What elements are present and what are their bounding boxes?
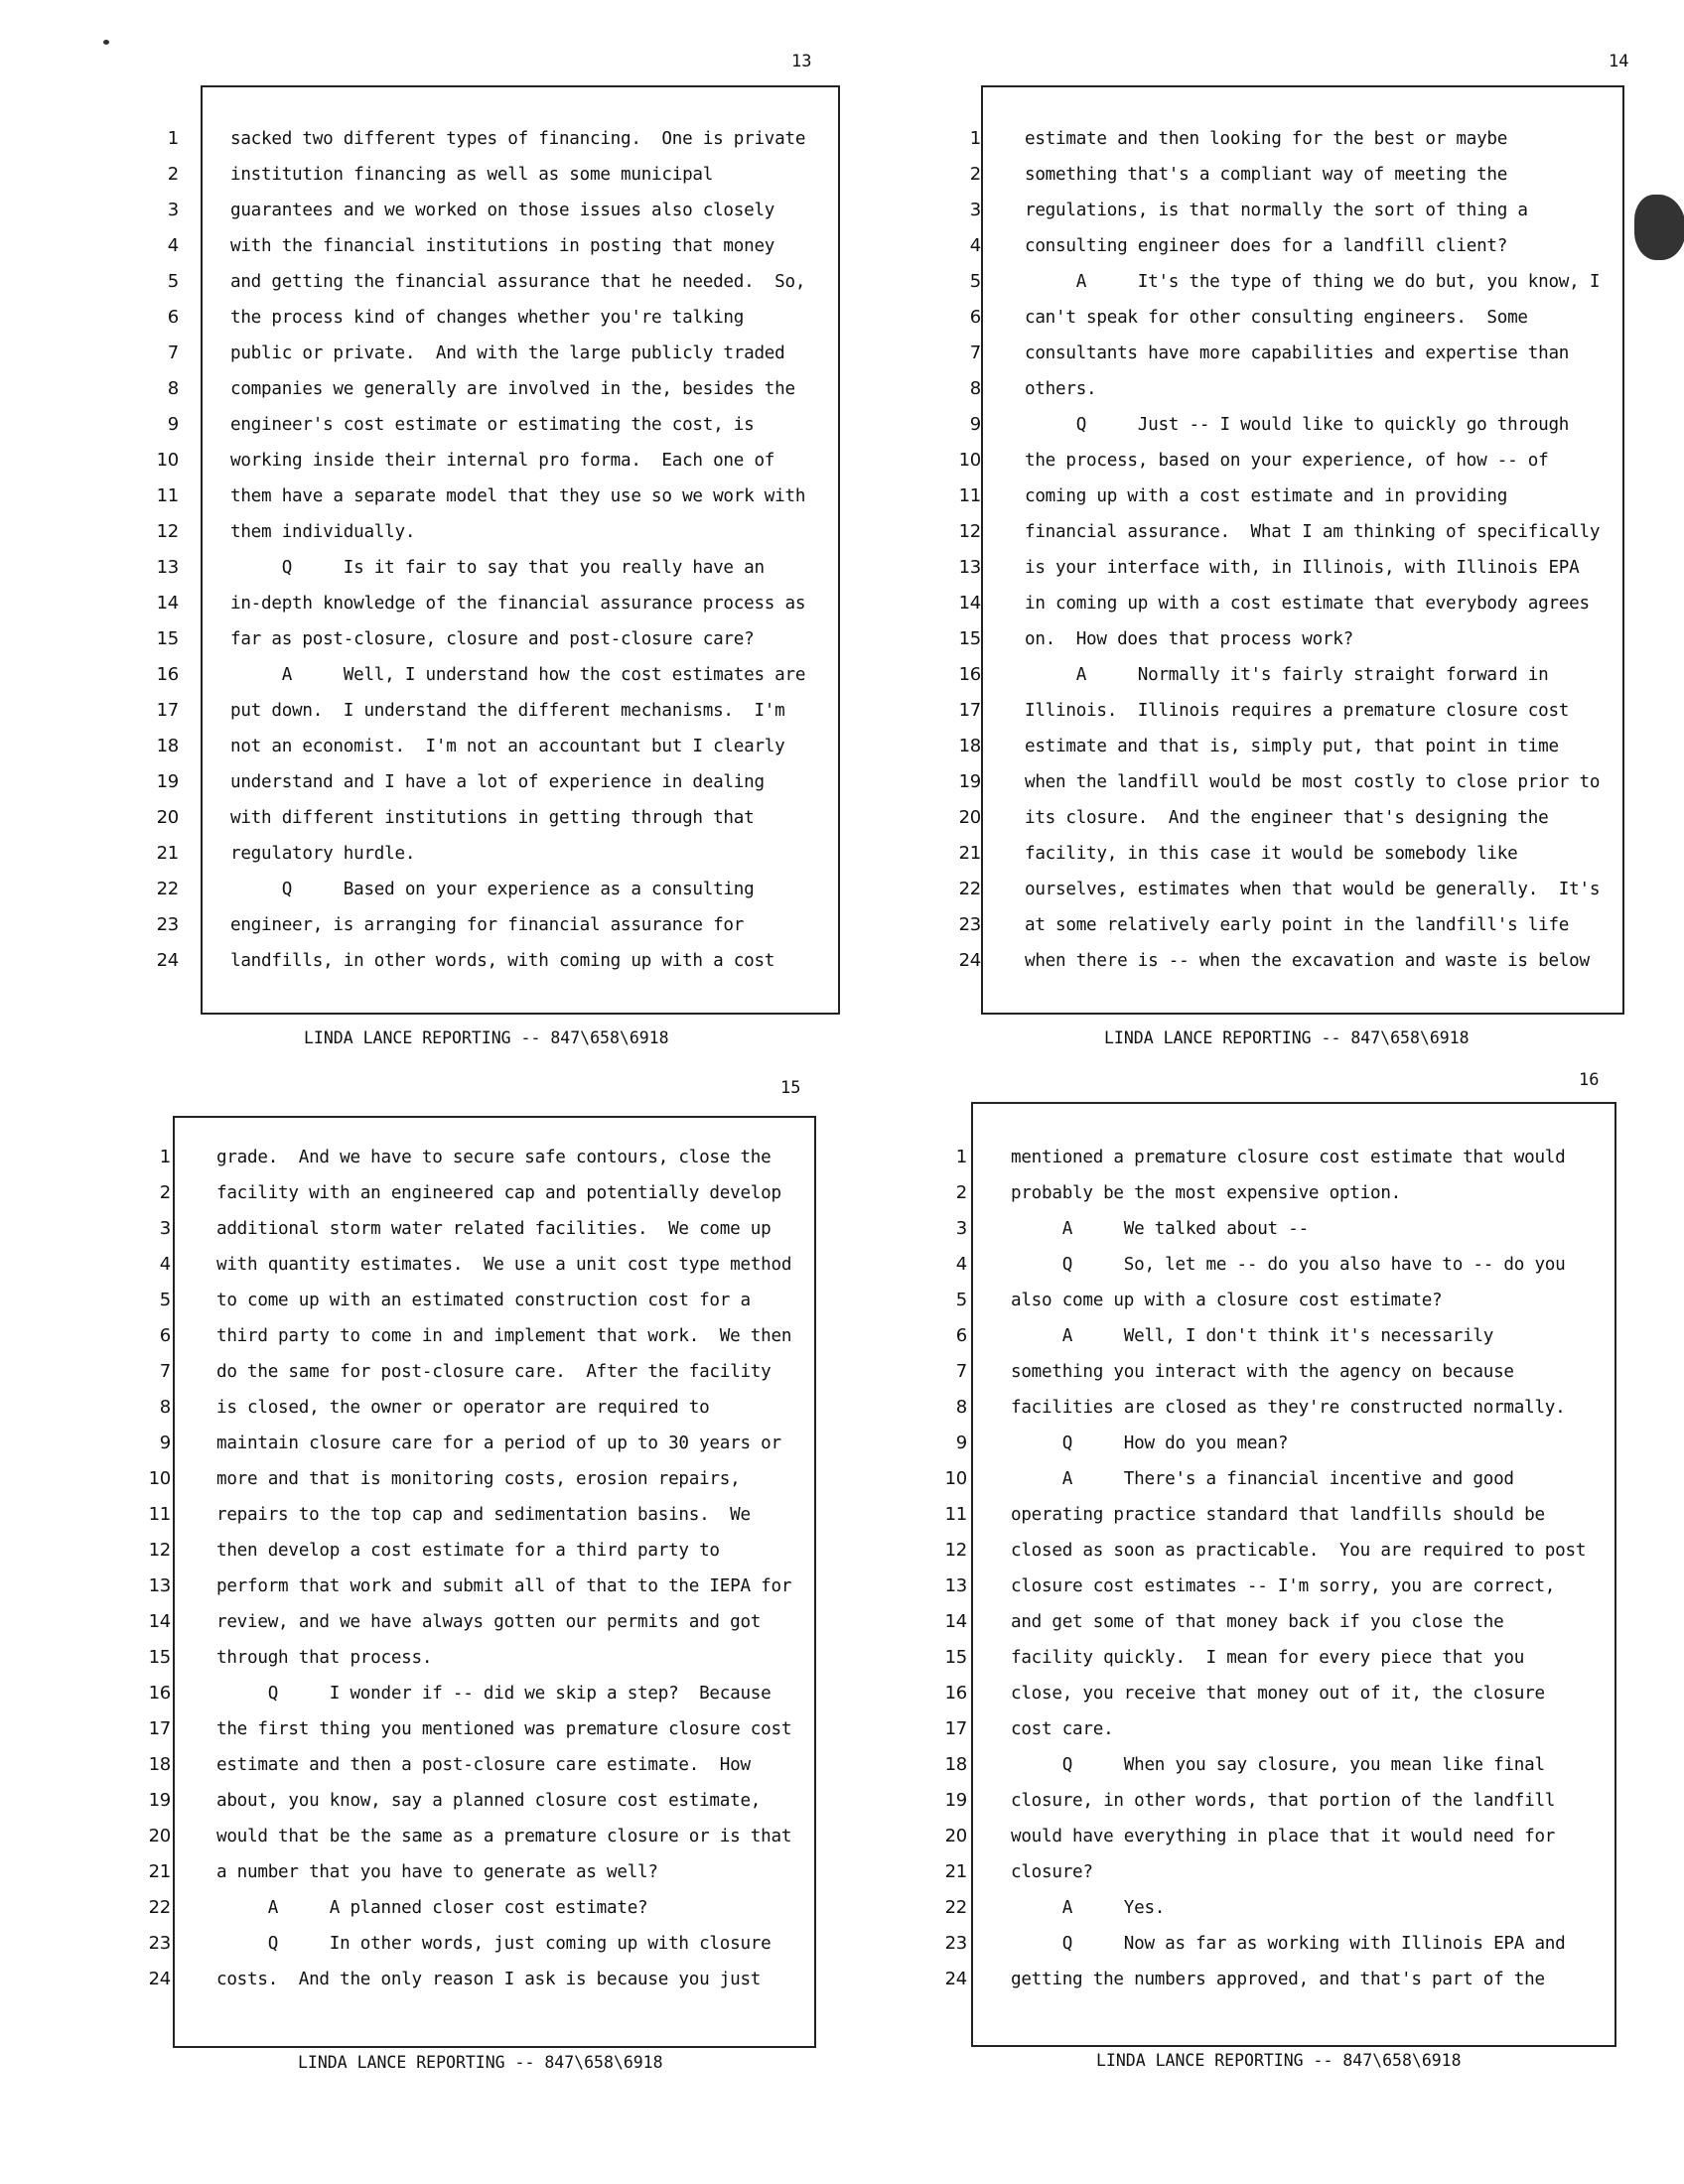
line-number: 16 xyxy=(958,664,981,685)
line-number: 10 xyxy=(156,450,179,471)
page-number: 13 xyxy=(791,52,812,71)
line-text: far as post-closure, closure and post-closure care? xyxy=(230,629,755,649)
line-text: operating practice standard that landfills should be xyxy=(1011,1505,1545,1525)
line-text: to come up with an estimated construction cost for a xyxy=(216,1291,751,1310)
line-number: 1 xyxy=(955,1147,967,1167)
line-text: Illinois. Illinois requires a premature closure cost xyxy=(1025,701,1570,721)
line-number: 7 xyxy=(955,1361,967,1382)
line-number: 22 xyxy=(156,879,179,899)
line-number: 5 xyxy=(955,1290,967,1310)
line-number: 21 xyxy=(944,1861,967,1882)
line-number: 6 xyxy=(159,1325,171,1346)
line-text: is closed, the owner or operator are required to xyxy=(216,1398,710,1418)
line-text: regulatory hurdle. xyxy=(230,844,416,864)
line-number: 11 xyxy=(958,485,981,506)
line-number: 11 xyxy=(156,485,179,506)
line-text: Q When you say closure, you mean like final xyxy=(1011,1755,1545,1775)
line-number: 5 xyxy=(159,1290,171,1310)
line-number: 22 xyxy=(944,1897,967,1918)
line-number: 19 xyxy=(944,1790,967,1811)
line-number: 13 xyxy=(958,557,981,578)
line-number: 7 xyxy=(167,342,179,363)
line-text: Q How do you mean? xyxy=(1011,1433,1289,1453)
line-number: 4 xyxy=(969,235,981,256)
line-number: 20 xyxy=(148,1826,171,1846)
line-number: 2 xyxy=(159,1182,171,1203)
line-number: 24 xyxy=(958,950,981,971)
line-text: in coming up with a cost estimate that everybody agrees xyxy=(1025,594,1590,614)
line-text: and getting the financial assurance that he needed. So, xyxy=(230,272,806,292)
line-number: 9 xyxy=(955,1433,967,1453)
line-number: 12 xyxy=(944,1540,967,1561)
line-text: can't speak for other consulting engineers. Some xyxy=(1025,308,1528,328)
line-number: 21 xyxy=(958,843,981,864)
line-number: 17 xyxy=(958,700,981,721)
line-number: 19 xyxy=(148,1790,171,1811)
line-number: 14 xyxy=(156,593,179,614)
line-text: facility with an engineered cap and potentially develop xyxy=(216,1183,781,1203)
line-text: closure, in other words, that portion of the landfill xyxy=(1011,1791,1556,1811)
line-text: also come up with a closure cost estimate? xyxy=(1011,1291,1443,1310)
line-text: the process, based on your experience, of how -- of xyxy=(1025,451,1549,471)
line-text: closed as soon as practicable. You are required to post xyxy=(1011,1541,1587,1561)
line-text: A It's the type of thing we do but, you know, I xyxy=(1025,272,1601,292)
line-number: 2 xyxy=(969,164,981,185)
line-text: in-depth knowledge of the financial assurance process as xyxy=(230,594,806,614)
line-number: 4 xyxy=(159,1254,171,1275)
line-number: 19 xyxy=(958,771,981,792)
line-number: 8 xyxy=(955,1397,967,1418)
line-number: 15 xyxy=(148,1647,171,1668)
line-number: 20 xyxy=(958,807,981,828)
line-text: probably be the most expensive option. xyxy=(1011,1183,1402,1203)
line-text: would that be the same as a premature closure or is that xyxy=(216,1827,792,1846)
line-number: 9 xyxy=(159,1433,171,1453)
line-number: 5 xyxy=(969,271,981,292)
line-number: 3 xyxy=(159,1218,171,1239)
line-number: 8 xyxy=(167,378,179,399)
line-text: coming up with a cost estimate and in providing xyxy=(1025,486,1508,506)
line-number: 23 xyxy=(958,914,981,935)
line-number: 12 xyxy=(156,521,179,542)
scan-speck xyxy=(103,40,109,45)
line-text: guarantees and we worked on those issues also closely xyxy=(230,201,775,220)
line-text: working inside their internal pro forma. Each one of xyxy=(230,451,775,471)
line-text: the first thing you mentioned was premature closure cost xyxy=(216,1719,792,1739)
line-number: 20 xyxy=(156,807,179,828)
line-text: Q So, let me -- do you also have to -- do you xyxy=(1011,1255,1566,1275)
line-text: more and that is monitoring costs, erosion repairs, xyxy=(216,1469,741,1489)
line-number: 15 xyxy=(944,1647,967,1668)
line-text: A Yes. xyxy=(1011,1898,1166,1918)
line-number: 22 xyxy=(958,879,981,899)
line-number: 7 xyxy=(969,342,981,363)
line-text: consultants have more capabilities and expertise than xyxy=(1025,343,1570,363)
line-text: facilities are closed as they're constructed normally. xyxy=(1011,1398,1566,1418)
line-number: 21 xyxy=(148,1861,171,1882)
line-text: with different institutions in getting through that xyxy=(230,808,755,828)
line-text: companies we generally are involved in the, besides the xyxy=(230,379,795,399)
line-number: 1 xyxy=(159,1147,171,1167)
line-number: 6 xyxy=(969,307,981,328)
line-text: review, and we have always gotten our permits and got xyxy=(216,1612,762,1632)
line-number: 12 xyxy=(148,1540,171,1561)
line-number: 16 xyxy=(148,1683,171,1704)
line-number: 10 xyxy=(148,1468,171,1489)
line-number: 14 xyxy=(148,1611,171,1632)
line-text: cost care. xyxy=(1011,1719,1114,1739)
line-text: mentioned a premature closure cost estimate that would xyxy=(1011,1148,1566,1167)
line-text: engineer, is arranging for financial assurance for xyxy=(230,915,745,935)
line-number: 20 xyxy=(944,1826,967,1846)
line-text: Q I wonder if -- did we skip a step? Because xyxy=(216,1684,772,1704)
line-text: costs. And the only reason I ask is because you just xyxy=(216,1970,762,1989)
line-text: grade. And we have to secure safe contours, close the xyxy=(216,1148,772,1167)
line-text: getting the numbers approved, and that's part of the xyxy=(1011,1970,1545,1989)
line-text: closure? xyxy=(1011,1862,1093,1882)
line-number: 16 xyxy=(944,1683,967,1704)
line-number: 21 xyxy=(156,843,179,864)
line-text: with quantity estimates. We use a unit cost type method xyxy=(216,1255,792,1275)
line-text: repairs to the top cap and sedimentation basins. We xyxy=(216,1505,751,1525)
line-text: perform that work and submit all of that to the IEPA for xyxy=(216,1576,792,1596)
page-footer: LINDA LANCE REPORTING -- 847\658\6918 xyxy=(298,2053,663,2072)
line-text: would have everything in place that it would need for xyxy=(1011,1827,1556,1846)
page-footer: LINDA LANCE REPORTING -- 847\658\6918 xyxy=(1096,2051,1462,2070)
line-number: 8 xyxy=(159,1397,171,1418)
line-text: additional storm water related facilities. We come up xyxy=(216,1219,772,1239)
line-text: others. xyxy=(1025,379,1097,399)
line-number: 18 xyxy=(148,1754,171,1775)
page-footer: LINDA LANCE REPORTING -- 847\658\6918 xyxy=(1104,1028,1470,1047)
line-text: A Normally it's fairly straight forward in xyxy=(1025,665,1549,685)
line-text: A There's a financial incentive and good xyxy=(1011,1469,1514,1489)
line-text: estimate and then looking for the best or maybe xyxy=(1025,129,1508,149)
line-text: closure cost estimates -- I'm sorry, you are correct, xyxy=(1011,1576,1556,1596)
line-number: 15 xyxy=(156,628,179,649)
line-number: 6 xyxy=(167,307,179,328)
line-text: then develop a cost estimate for a third party to xyxy=(216,1541,720,1561)
line-number: 1 xyxy=(969,128,981,149)
line-text: Q Just -- I would like to quickly go through xyxy=(1025,415,1570,435)
line-number: 15 xyxy=(958,628,981,649)
line-text: engineer's cost estimate or estimating the cost, is xyxy=(230,415,755,435)
line-text: close, you receive that money out of it, the closure xyxy=(1011,1684,1545,1704)
line-number: 24 xyxy=(944,1969,967,1989)
line-text: consulting engineer does for a landfill client? xyxy=(1025,236,1508,256)
line-text: when there is -- when the excavation and waste is below xyxy=(1025,951,1590,971)
page-footer: LINDA LANCE REPORTING -- 847\658\6918 xyxy=(304,1028,669,1047)
line-number: 4 xyxy=(955,1254,967,1275)
line-number: 13 xyxy=(148,1575,171,1596)
line-number: 3 xyxy=(969,200,981,220)
line-number: 8 xyxy=(969,378,981,399)
line-text: A A planned closer cost estimate? xyxy=(216,1898,648,1918)
line-text: Q Based on your experience as a consulting xyxy=(230,880,755,899)
line-number: 11 xyxy=(944,1504,967,1525)
line-text: A Well, I understand how the cost estimates are xyxy=(230,665,806,685)
line-text: a number that you have to generate as well? xyxy=(216,1862,658,1882)
line-number: 18 xyxy=(156,736,179,756)
line-number: 2 xyxy=(167,164,179,185)
line-text: understand and I have a lot of experience in dealing xyxy=(230,772,765,792)
line-text: A Well, I don't think it's necessarily xyxy=(1011,1326,1494,1346)
line-text: and get some of that money back if you close the xyxy=(1011,1612,1504,1632)
line-number: 7 xyxy=(159,1361,171,1382)
line-number: 14 xyxy=(944,1611,967,1632)
line-text: estimate and then a post-closure care estimate. How xyxy=(216,1755,751,1775)
line-text: ourselves, estimates when that would be generally. It's xyxy=(1025,880,1601,899)
line-text: financial assurance. What I am thinking of specifically xyxy=(1025,522,1601,542)
line-number: 22 xyxy=(148,1897,171,1918)
line-text: facility quickly. I mean for every piece that you xyxy=(1011,1648,1525,1668)
line-number: 18 xyxy=(958,736,981,756)
line-text: public or private. And with the large publicly traded xyxy=(230,343,785,363)
line-text: facility, in this case it would be somebody like xyxy=(1025,844,1518,864)
line-text: third party to come in and implement that work. We then xyxy=(216,1326,792,1346)
line-text: not an economist. I'm not an accountant but I clearly xyxy=(230,737,785,756)
line-text: with the financial institutions in posting that money xyxy=(230,236,775,256)
line-text: estimate and that is, simply put, that point in time xyxy=(1025,737,1559,756)
punch-hole-mark xyxy=(1634,195,1684,260)
line-number: 24 xyxy=(156,950,179,971)
line-text: something you interact with the agency on because xyxy=(1011,1362,1514,1382)
line-number: 23 xyxy=(148,1933,171,1954)
line-number: 19 xyxy=(156,771,179,792)
line-number: 5 xyxy=(167,271,179,292)
line-text: institution financing as well as some municipal xyxy=(230,165,714,185)
line-text: Q Now as far as working with Illinois EPA and xyxy=(1011,1934,1566,1954)
line-text: through that process. xyxy=(216,1648,433,1668)
line-number: 1 xyxy=(167,128,179,149)
line-text: put down. I understand the different mechanisms. I'm xyxy=(230,701,785,721)
line-number: 14 xyxy=(958,593,981,614)
line-number: 23 xyxy=(156,914,179,935)
line-number: 10 xyxy=(958,450,981,471)
line-number: 17 xyxy=(156,700,179,721)
line-text: the process kind of changes whether you're talking xyxy=(230,308,745,328)
line-number: 16 xyxy=(156,664,179,685)
line-text: them individually. xyxy=(230,522,416,542)
page-number: 16 xyxy=(1579,1070,1600,1090)
line-text: maintain closure care for a period of up to 30 years or xyxy=(216,1433,781,1453)
line-number: 12 xyxy=(958,521,981,542)
line-number: 3 xyxy=(167,200,179,220)
line-number: 6 xyxy=(955,1325,967,1346)
line-number: 10 xyxy=(944,1468,967,1489)
line-number: 9 xyxy=(969,414,981,435)
line-text: about, you know, say a planned closure cost estimate, xyxy=(216,1791,762,1811)
line-text: do the same for post-closure care. After the facility xyxy=(216,1362,772,1382)
line-text: is your interface with, in Illinois, with Illinois EPA xyxy=(1025,558,1580,578)
line-number: 13 xyxy=(156,557,179,578)
page-number: 14 xyxy=(1609,52,1629,71)
line-text: something that's a compliant way of meeting the xyxy=(1025,165,1508,185)
line-number: 4 xyxy=(167,235,179,256)
line-text: A We talked about -- xyxy=(1011,1219,1309,1239)
line-number: 13 xyxy=(944,1575,967,1596)
line-text: sacked two different types of financing. One is private xyxy=(230,129,806,149)
line-text: regulations, is that normally the sort of thing a xyxy=(1025,201,1528,220)
line-number: 11 xyxy=(148,1504,171,1525)
line-text: its closure. And the engineer that's designing the xyxy=(1025,808,1549,828)
line-text: on. How does that process work? xyxy=(1025,629,1353,649)
page-number: 15 xyxy=(780,1078,801,1098)
line-text: Q Is it fair to say that you really have an xyxy=(230,558,765,578)
line-text: Q In other words, just coming up with closure xyxy=(216,1934,772,1954)
line-number: 17 xyxy=(944,1718,967,1739)
line-text: when the landfill would be most costly to close prior to xyxy=(1025,772,1601,792)
line-number: 18 xyxy=(944,1754,967,1775)
line-number: 2 xyxy=(955,1182,967,1203)
line-number: 17 xyxy=(148,1718,171,1739)
line-number: 24 xyxy=(148,1969,171,1989)
line-number: 3 xyxy=(955,1218,967,1239)
line-text: landfills, in other words, with coming up with a cost xyxy=(230,951,775,971)
line-number: 23 xyxy=(944,1933,967,1954)
line-text: at some relatively early point in the landfill's life xyxy=(1025,915,1570,935)
line-number: 9 xyxy=(167,414,179,435)
line-text: them have a separate model that they use so we work with xyxy=(230,486,806,506)
